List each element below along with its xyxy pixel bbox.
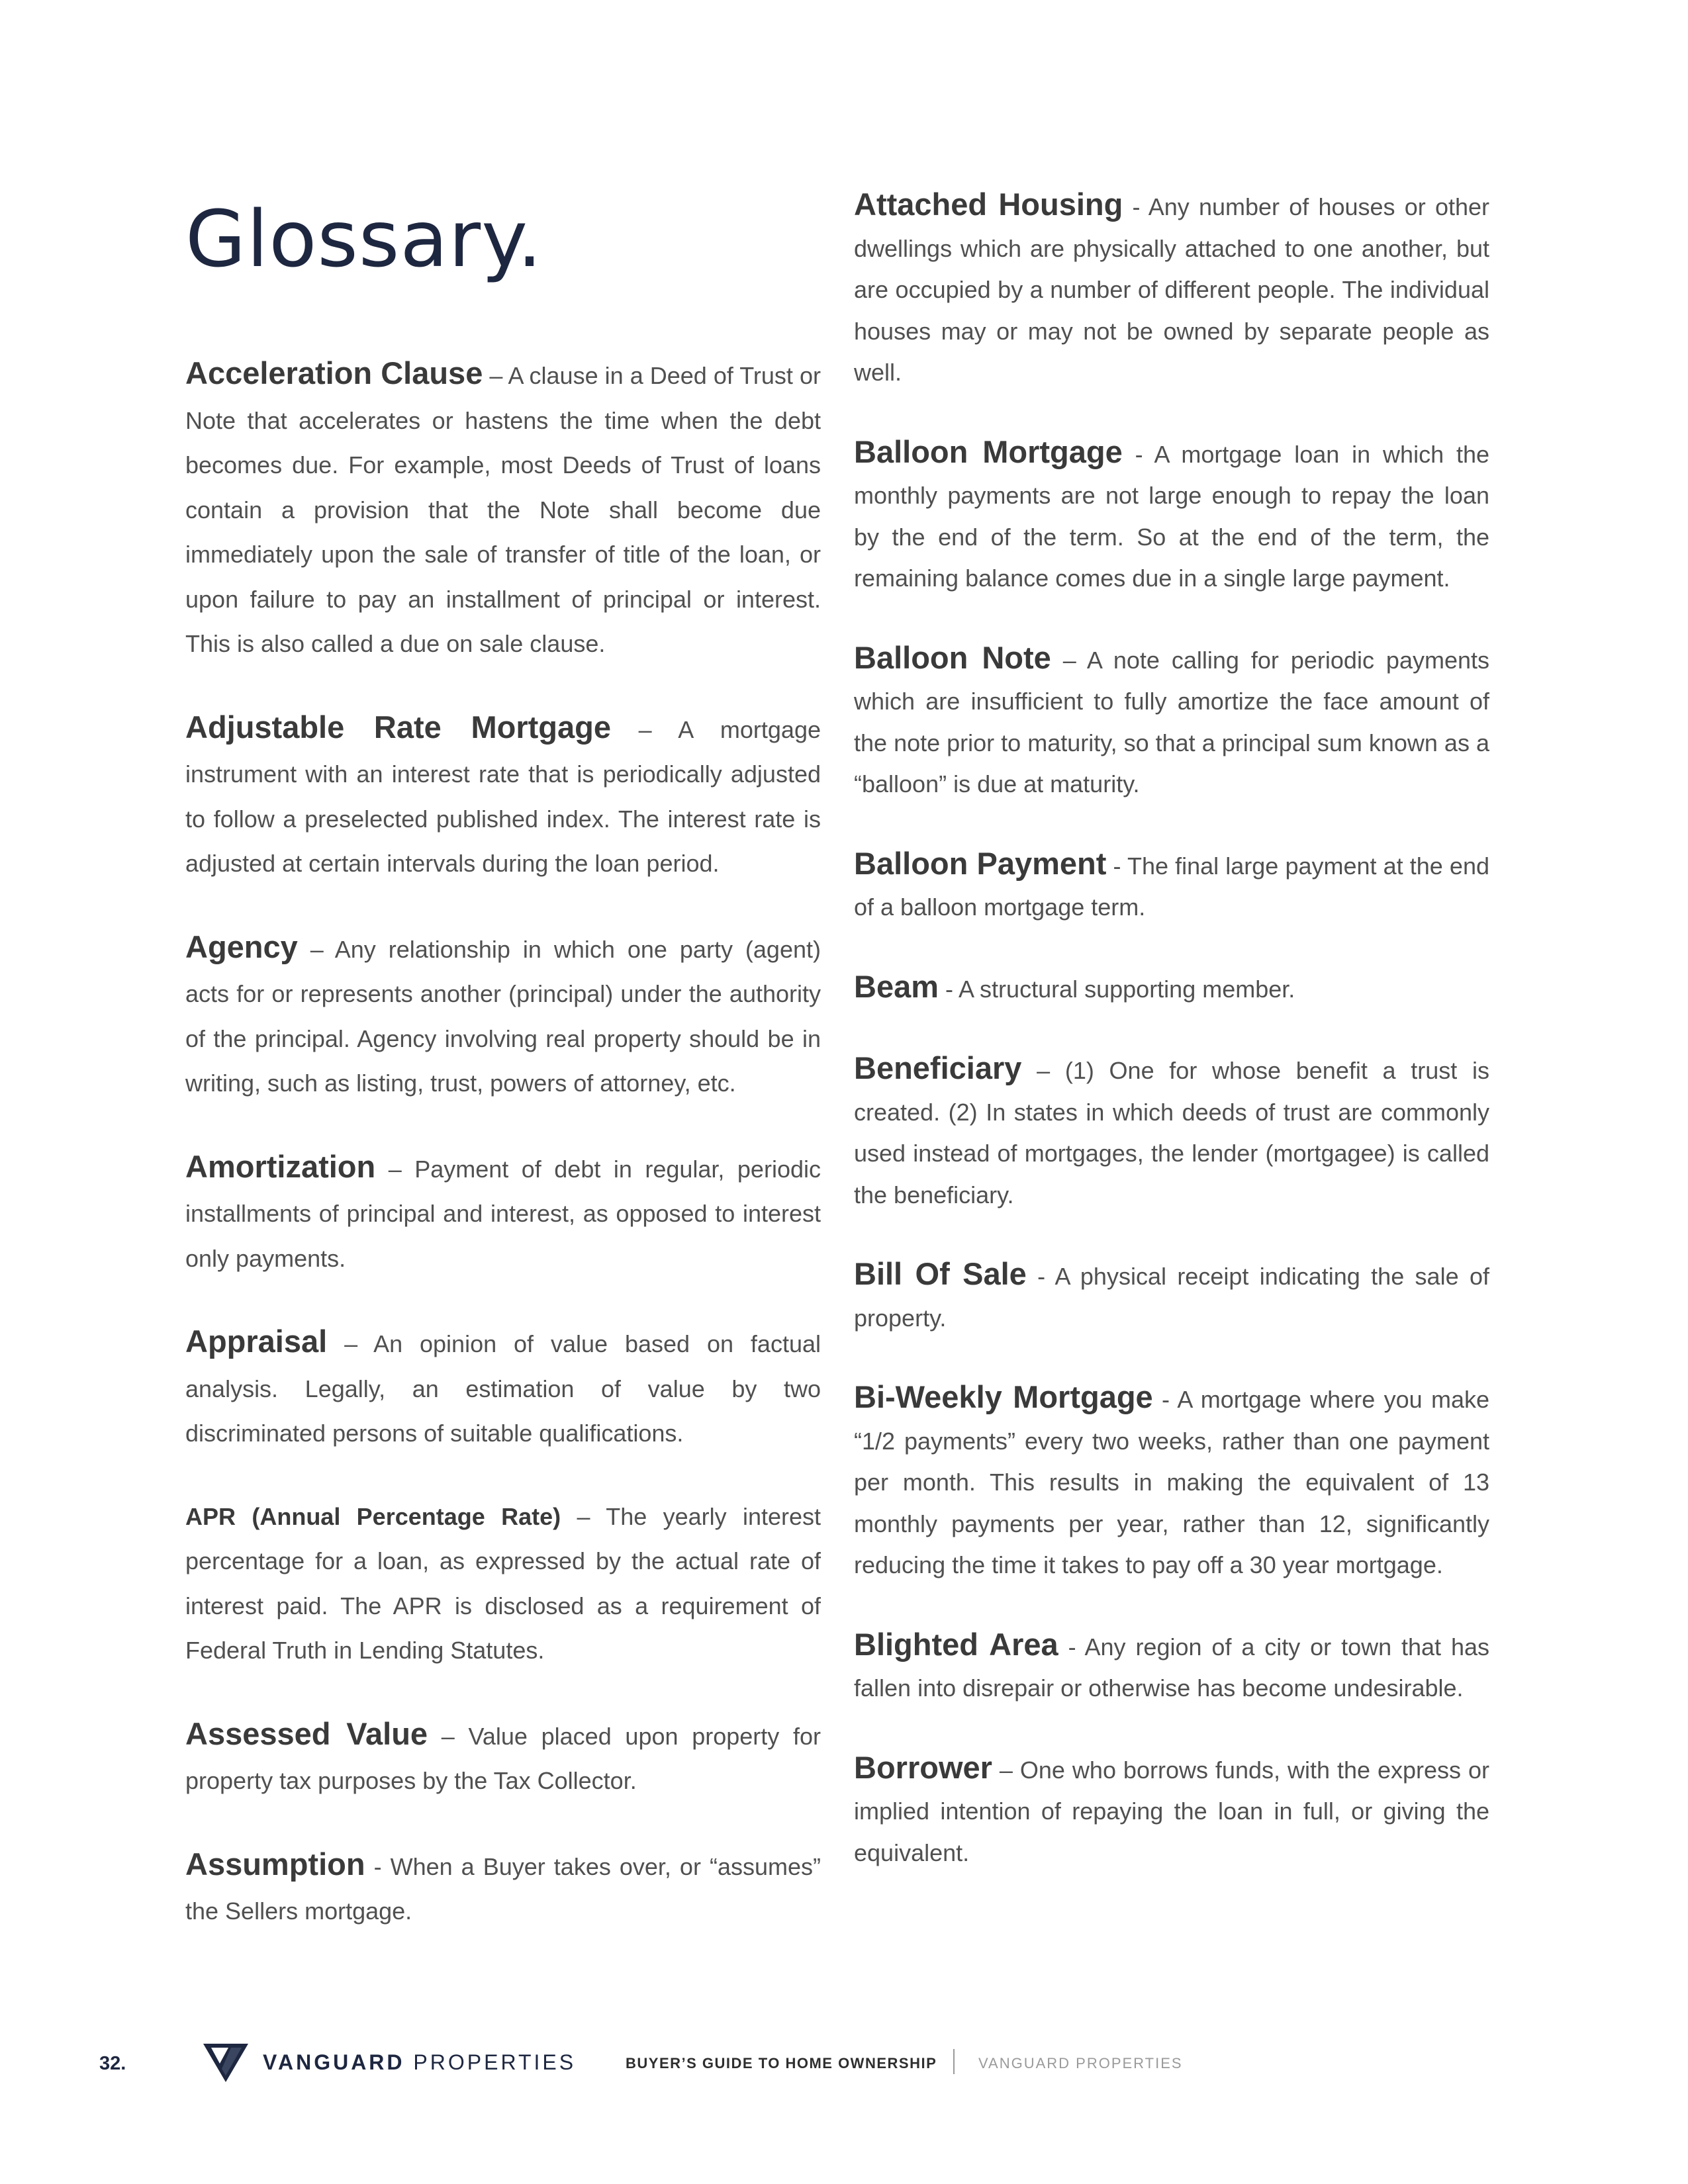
glossary-entry: Balloon Payment - The final large payment at the end of a balloon mortgage term.	[854, 845, 1489, 921]
glossary-definition: A mortgage where you make “1/2 payments” every two weeks, rather than one payment per month. This results in making the equivalent of 13 monthly payments per year, rather than 12, significantly reducing the time it takes to pay off a 30 year mortgage.	[854, 1386, 1490, 1578]
page-title: Glossary.	[185, 193, 543, 285]
glossary-definition: Any relationship in which one party (agent) acts for or represents another (principal) under the authority of the principal. Agency involving real property should be in writing, such as listing, trust, powers of attorney, etc.	[185, 935, 821, 1097]
glossary-entry: Bill Of Sale - A physical receipt indicating the sale of property.	[854, 1256, 1489, 1332]
glossary-term: Balloon Note	[854, 639, 1051, 675]
brand-logo	[202, 2038, 576, 2086]
glossary-term: Balloon Mortgage	[854, 433, 1123, 469]
glossary-definition: A physical receipt indicating the sale of property.	[854, 1263, 1489, 1332]
glossary-term: Assumption	[185, 1846, 365, 1882]
glossary-definition: (1) One for whose benefit a trust is created. (2) In states in which deeds of trust are commonly used instead of mortgages, the lender (mortgagee) is called the beneficiary.	[854, 1057, 1489, 1208]
glossary-definition: Any region of a city or town that has fallen into disrepair or otherwise has become undesirable.	[854, 1633, 1489, 1702]
glossary-term: Amortization	[185, 1148, 376, 1184]
glossary-definition: A structural supporting member.	[959, 975, 1295, 1003]
glossary-definition: Payment of debt in regular, periodic installments of principal and interest, as opposed to interest only payments.	[185, 1155, 821, 1272]
vanguard-v-logo-icon	[202, 2038, 250, 2086]
glossary-term: Beneficiary	[854, 1050, 1022, 1085]
glossary-entry: Beneficiary – (1) One for whose benefit a trust is created. (2) In states in which deeds of trust are commonly used instead of mortgages, the lender (mortgagee) is called the beneficiary.	[854, 1050, 1489, 1208]
glossary-term: Appraisal	[185, 1324, 328, 1359]
glossary-definition: One who borrows funds, with the express or implied intention of repaying the loan in full, or giving the equivalent.	[854, 1756, 1489, 1866]
glossary-definition: The final large payment at the end of a balloon mortgage term.	[854, 852, 1489, 921]
glossary-term: Adjustable Rate Mortgage	[185, 709, 611, 745]
glossary-term: Borrower	[854, 1749, 992, 1785]
guide-title: BUYER’S GUIDE TO HOME OWNERSHIP	[626, 2055, 937, 2071]
glossary-definition: The yearly interest percentage for a loan, as expressed by the actual rate of interest paid. The APR is disclosed as a requirement of Federal Truth in Lending Statutes.	[185, 1502, 821, 1664]
glossary-term: Acceleration Clause	[185, 355, 483, 390]
glossary-term: Balloon Payment	[854, 845, 1107, 881]
footer-divider	[953, 2049, 955, 2074]
glossary-term: Attached Housing	[854, 187, 1123, 222]
page-footer	[0, 2038, 1688, 2085]
glossary-definition: When a Buyer takes over, or “assumes” the Sellers mortgage.	[185, 1852, 821, 1925]
glossary-definition: Value placed upon property for property tax purposes by the Tax Collector.	[185, 1722, 821, 1794]
glossary-definition: A clause in a Deed of Trust or Note that accelerates or hastens the time when the debt becomes due. For example, most Deeds of Trust of loans contain a provision that the Note shall become due immediately upon the sale of transfer of title of the loan, or upon failure to pay an installment of principal or interest. This is also called a due on sale clause.	[185, 362, 821, 657]
glossary-entry: Appraisal – An opinion of value based on factual analysis. Legally, an estimation of value by two discriminated persons of suitable qualifications.	[185, 1324, 821, 1447]
glossary-entry: Acceleration Clause – A clause in a Deed of Trust or Note that accelerates or hastens the time when the debt becomes due. For example, most Deeds of Trust of loans contain a provision that the Note shall become due immediately upon the sale of transfer of title of the loan, or upon failure to pay an installment of principal or interest. This is also called a due on sale clause.	[185, 355, 821, 657]
glossary-term: Blighted Area	[854, 1626, 1058, 1662]
glossary-entry: Adjustable Rate Mortgage – A mortgage instrument with an interest rate that is periodically adjusted to follow a preselected published index. The interest rate is adjusted at certain intervals during the loan period.	[185, 709, 821, 877]
glossary-definition: An opinion of value based on factual analysis. Legally, an estimation of value by two discriminated persons of suitable qualifications.	[185, 1330, 821, 1447]
glossary-definition: A mortgage instrument with an interest rate that is periodically adjusted to follow a preselected published index. The interest rate is adjusted at certain intervals during the loan period.	[185, 715, 821, 877]
glossary-term: Bi-Weekly Mortgage	[854, 1379, 1153, 1414]
glossary-entry: Amortization – Payment of debt in regular, periodic installments of principal and interest, as opposed to interest only payments.	[185, 1148, 821, 1272]
glossary-term: APR (Annual Percentage Rate)	[185, 1502, 561, 1530]
page-number: 32.	[99, 2053, 126, 2074]
glossary-definition: A mortgage loan in which the monthly payments are not large enough to repay the loan by the end of the term. So at the end of the term, the remaining balance comes due in a single large payment.	[854, 440, 1489, 592]
glossary-entry: Attached Housing - Any number of houses or other dwellings which are physically attached to one another, but are occupied by a number of different people. The individual houses may or may not be owned by separate people as well.	[854, 187, 1489, 386]
glossary-entry: APR (Annual Percentage Rate) – The yearly interest percentage for a loan, as expressed by the actual rate of interest paid. The APR is disclosed as a requirement of Federal Truth in Lending Statutes.	[185, 1502, 821, 1664]
glossary-entry: Beam - A structural supporting member.	[854, 968, 1295, 1004]
glossary-definition: A note calling for periodic payments which are insufficient to fully amortize the face amount of the note prior to maturity, so that a principal sum known as a “balloon” is due at maturity.	[854, 646, 1490, 797]
glossary-entry: Balloon Note – A note calling for periodic payments which are insufficient to fully amortize the face amount of the note prior to maturity, so that a principal sum known as a “balloon” is due at maturity.	[854, 639, 1490, 797]
glossary-column-left	[185, 351, 821, 1972]
glossary-entry: Assessed Value – Value placed upon property for property tax purposes by the Tax Collector.	[185, 1715, 821, 1794]
glossary-entry: Bi-Weekly Mortgage - A mortgage where you make “1/2 payments” every two weeks, rather than one payment per month. This results in making the equivalent of 13 monthly payments per year, rather than 12, significantly reducing the time it takes to pay off a 30 year mortgage.	[854, 1379, 1490, 1578]
glossary-term: Agency	[185, 929, 298, 964]
glossary-entry: Blighted Area - Any region of a city or town that has fallen into disrepair or otherwise has become undesirable.	[854, 1626, 1489, 1702]
glossary-term: Beam	[854, 968, 939, 1004]
glossary-term: Assessed Value	[185, 1715, 428, 1751]
brand-name-secondary: VANGUARD PROPERTIES	[978, 2055, 1183, 2071]
glossary-term: Bill Of Sale	[854, 1256, 1027, 1291]
glossary-definition: Any number of houses or other dwellings which are physically attached to one another, but are occupied by a number of different people. The individual houses may or may not be owned by separate people as well.	[854, 193, 1489, 386]
glossary-column-right	[854, 184, 1489, 1911]
glossary-entry: Borrower – One who borrows funds, with the express or implied intention of repaying the loan in full, or giving the equivalent.	[854, 1749, 1489, 1866]
glossary-entry: Agency – Any relationship in which one party (agent) acts for or represents another (principal) under the authority of the principal. Agency involving real property should be in writing, such as listing, trust, powers of attorney, etc.	[185, 929, 821, 1097]
brand-name: VANGUARD PROPERTIES	[263, 2050, 577, 2074]
glossary-entry: Balloon Mortgage - A mortgage loan in which the monthly payments are not large enough to repay the loan by the end of the term. So at the end of the term, the remaining balance comes due in a single large payment.	[854, 433, 1489, 592]
glossary-entry: Assumption - When a Buyer takes over, or “assumes” the Sellers mortgage.	[185, 1846, 821, 1925]
